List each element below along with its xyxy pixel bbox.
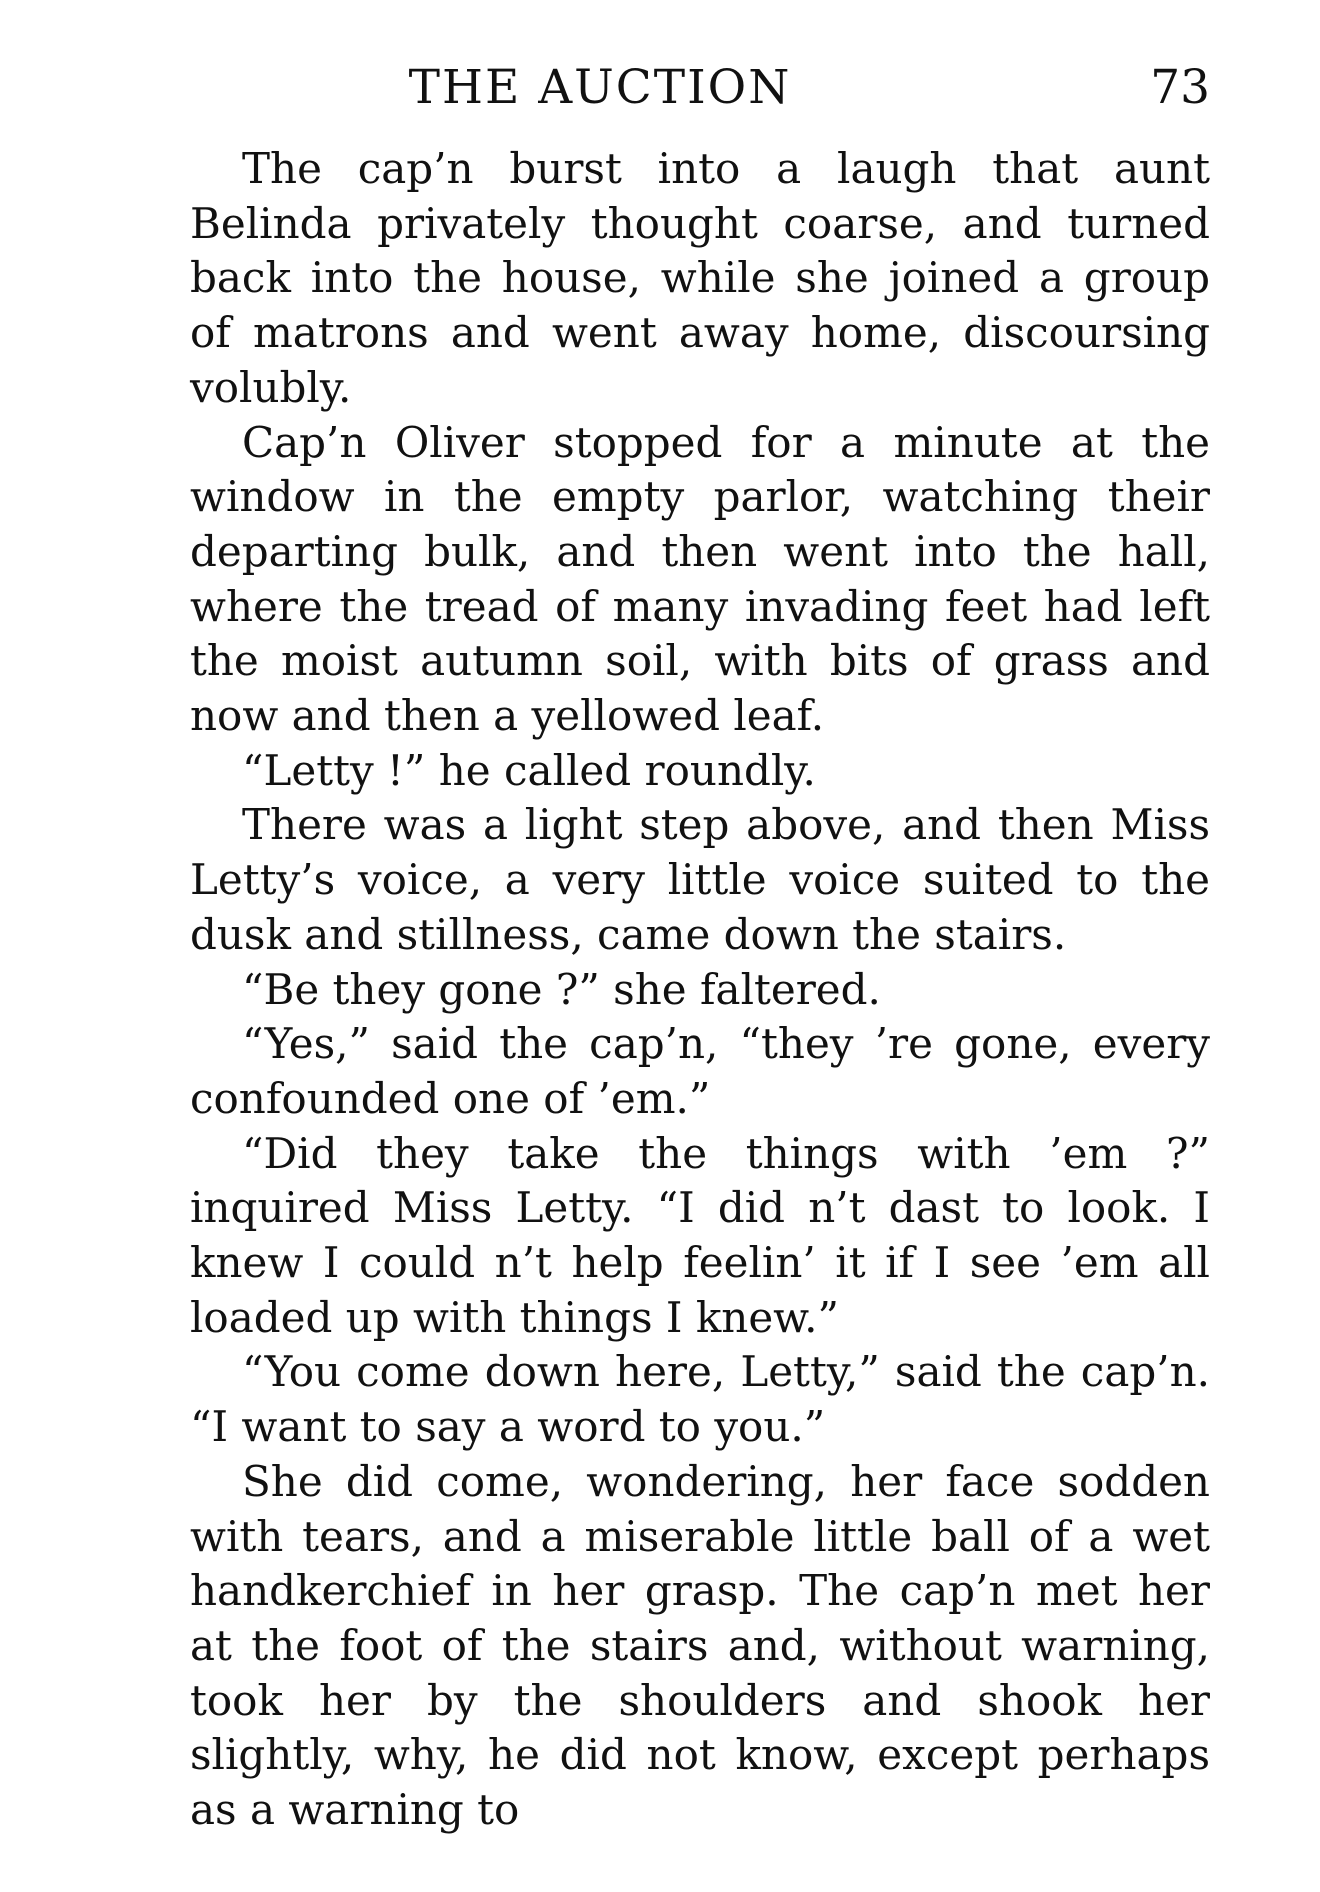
paragraph: There was a light step above, and then Miss Letty’s voice, a very little voice suited to the dusk and stillness, came down the stairs. bbox=[190, 800, 1210, 959]
paragraph: “Be they gone ?” she faltered. bbox=[242, 964, 881, 1014]
paragraph: She did come, wondering, her face sodden with tears, and a miserable little ball of a wet handkerchief in her grasp. The cap’n met her at the foot of the stairs and, without warning, took her by the shoulders and shook her slightly, why, he did not know, except perhaps as a warning to bbox=[190, 1456, 1210, 1835]
paragraph: “Did they take the things with ’em ?” inquired Miss Letty. “I did n’t dast to look. I knew I could n’t help feelin’ it if I see ’em all loaded up with things I knew.” bbox=[190, 1128, 1210, 1342]
chapter-title: THE AUCTION bbox=[408, 60, 792, 115]
running-header bbox=[190, 58, 1210, 118]
paragraph: The cap’n burst into a laugh that aunt Belinda privately thought coarse, and turned back into the house, while she joined a group of matrons and went away home, discoursing volubly. bbox=[190, 144, 1210, 412]
paragraph: “Letty !” he called roundly. bbox=[242, 745, 816, 795]
paragraph: Cap’n Oliver stopped for a minute at the window in the empty parlor, watching their departing bulk, and then went into the hall, where the tread of many invading feet had left the moist autumn soil, with bits of grass and now and then a yellowed leaf. bbox=[190, 417, 1210, 741]
paragraph: “Yes,” said the cap’n, “they ’re gone, every confounded one of ’em.” bbox=[190, 1019, 1210, 1123]
paragraph: “You come down here, Letty,” said the cap’n. “I want to say a word to you.” bbox=[190, 1347, 1210, 1452]
page-number: 73 bbox=[1150, 60, 1210, 115]
body-text bbox=[190, 142, 1210, 1838]
